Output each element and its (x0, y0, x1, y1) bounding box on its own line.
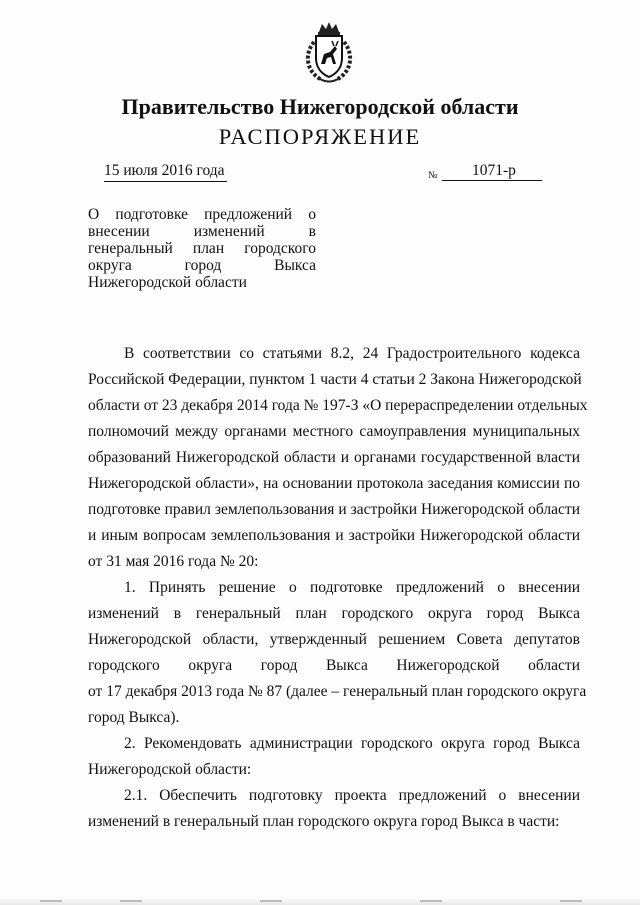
number-label: № (428, 170, 438, 181)
scan-artifact (560, 900, 582, 902)
paragraph-item-2 (88, 731, 580, 783)
subject-line: внесении изменений в (88, 223, 316, 240)
body-line: Нижегородской области», на основании протокола заседания комиссии по (88, 475, 580, 492)
government-title: Правительство Нижегородской области (121, 94, 519, 119)
document-date: 15 июля 2016 года (104, 162, 227, 182)
body-line: 1. Принять решение о подготовке предложений о внесении (124, 579, 580, 596)
paragraph-item-2-1 (88, 783, 580, 835)
body-line: 2. Рекомендовать администрации городского округа город Выкса (124, 735, 580, 752)
body-line: Нижегородской области: (88, 761, 252, 778)
body-line: от 17 декабря 2013 года № 87 (далее – генеральный план городского округа (88, 683, 587, 700)
document-type-title: РАСПОРЯЖЕНИЕ (218, 124, 422, 149)
body-line: 2.1. Обеспечить подготовку проекта предложений о внесении (124, 787, 580, 804)
coat-of-arms-emblem (302, 20, 356, 84)
body-line: городского округа город Выкса Нижегородской области (88, 657, 580, 674)
scan-artifact (120, 900, 142, 902)
body-line: изменений в генеральный план городского округа город Выкса (88, 605, 580, 622)
body-line: Российской Федерации, пунктом 1 части 4 статьи 2 Закона Нижегородской (88, 371, 582, 388)
body-line: город Выкса). (88, 709, 180, 726)
document-number: 1071-р (442, 162, 542, 181)
scan-artifact (40, 900, 62, 902)
body-line: Нижегородской области, утвержденный решением Совета депутатов (88, 631, 580, 648)
subject-line: округа город Выкса (88, 257, 316, 274)
scan-artifact (420, 900, 442, 902)
document-body (88, 341, 588, 835)
scan-bottom-edge (0, 898, 640, 905)
body-line: полномочий между органами местного самоуправления муниципальных (88, 423, 580, 440)
body-line: В соответствии со статьями 8.2, 24 Градостроительного кодекса (124, 345, 580, 362)
deer-shield-icon (302, 20, 356, 84)
scan-artifact (260, 900, 282, 902)
body-line: и иным вопросам землепользования и застройки Нижегородской области (88, 527, 580, 544)
body-line: изменений в генеральный план городского округа город Выкса в части: (88, 813, 560, 830)
subject-line: О подготовке предложений о (88, 206, 316, 223)
body-line: области от 23 декабря 2014 года № 197-З «О перераспределении отдельных (88, 397, 588, 414)
paragraph-item-1 (88, 575, 587, 731)
subject-line: генеральный план городского (88, 240, 316, 257)
body-line: подготовке правил землепользования и застройки Нижегородской области (88, 501, 580, 518)
body-line: образований Нижегородской области и органами государственной власти (88, 449, 580, 466)
document-subject (88, 206, 316, 291)
paragraph-preamble (88, 341, 588, 575)
body-line: от 31 мая 2016 года № 20: (88, 553, 259, 570)
subject-line: Нижегородской области (88, 274, 247, 291)
